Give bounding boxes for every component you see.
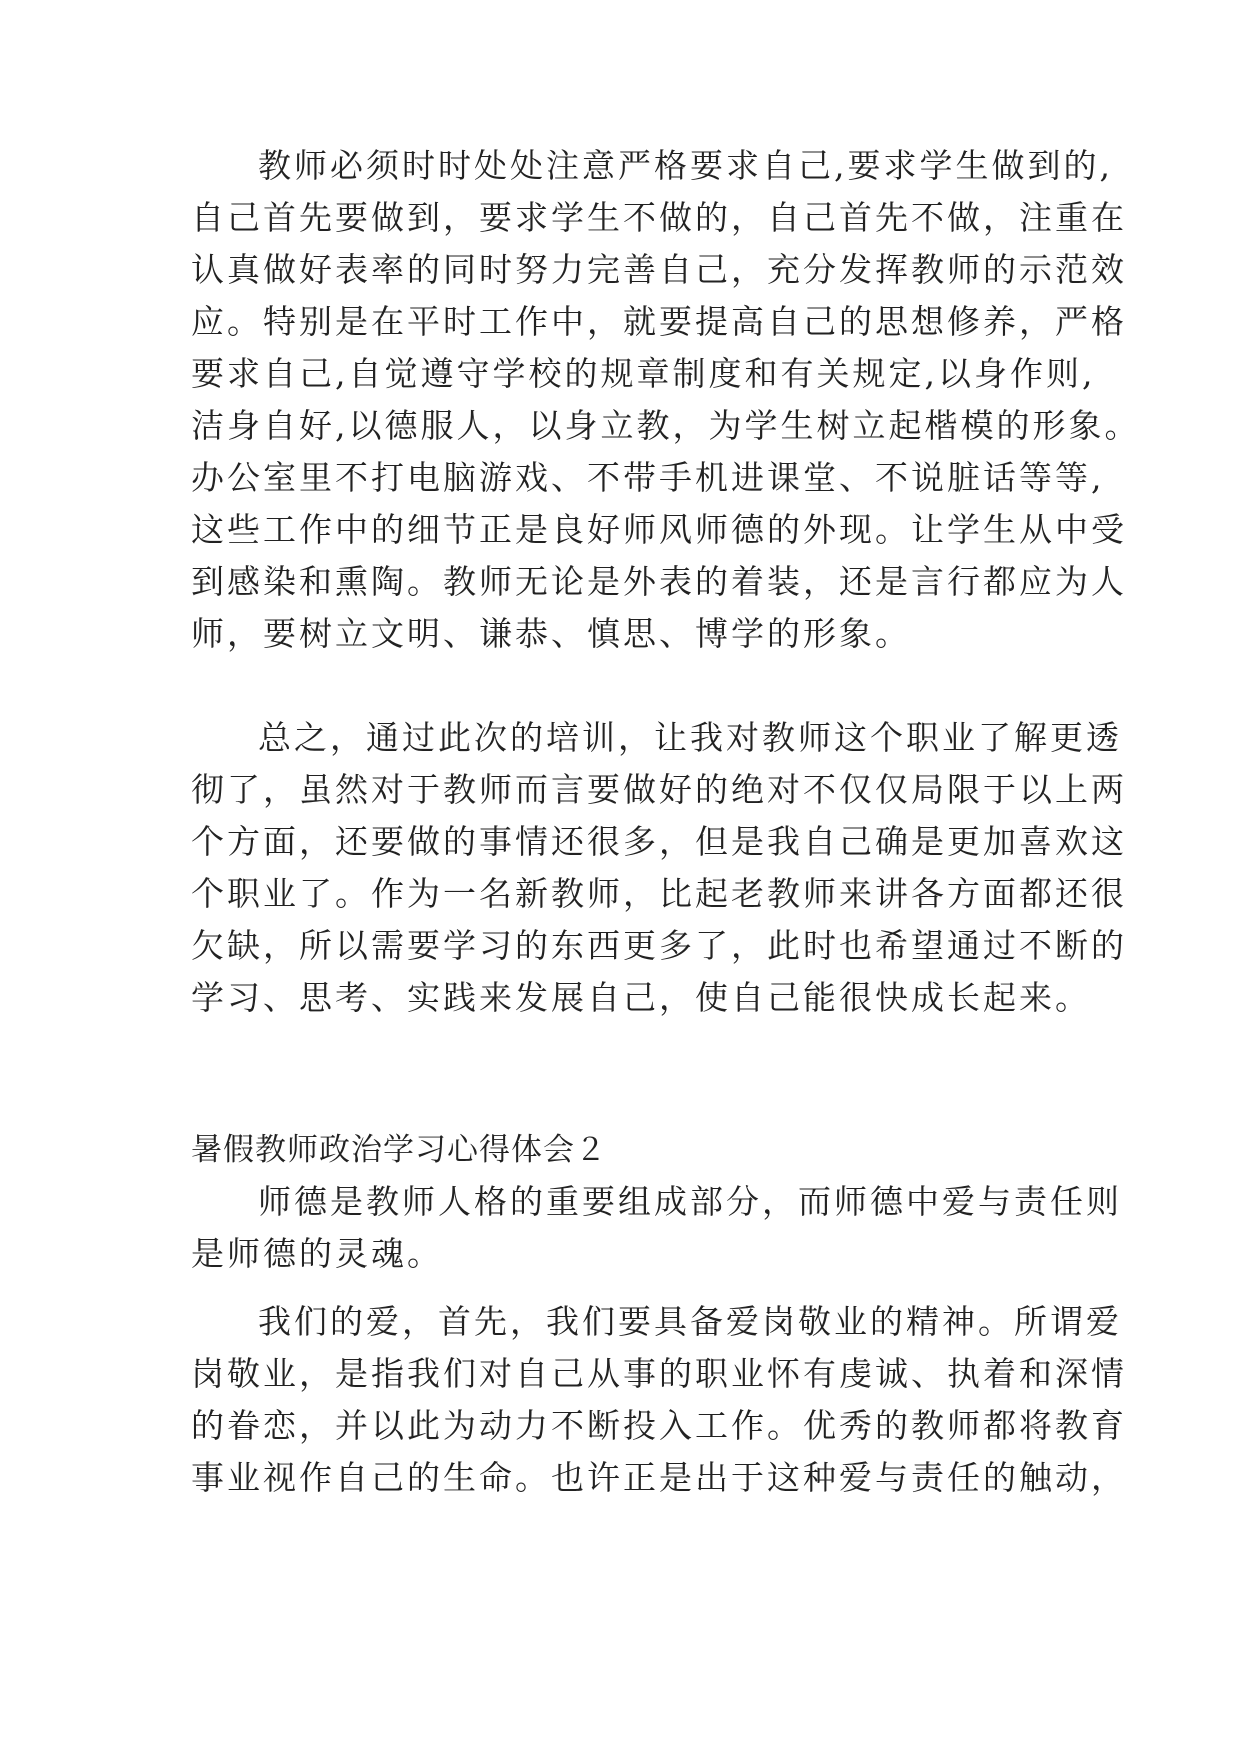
text-line: 事业视作自己的生命。也许正是出于这种爱与责任的触动， xyxy=(191,1458,1127,1497)
text-line: 应。特别是在平时工作中，就要提高自己的思想修养，严格 xyxy=(191,302,1127,341)
text-line: 师德是教师人格的重要组成部分，而师德中爱与责任则 xyxy=(258,1182,1122,1221)
text-line: 教师必须时时处处注意严格要求自己,要求学生做到的, xyxy=(258,146,1113,185)
text-line: 欠缺，所以需要学习的东西更多了，此时也希望通过不断的 xyxy=(191,926,1127,965)
text-line: 个方面，还要做的事情还很多，但是我自己确是更加喜欢这 xyxy=(191,822,1127,861)
text-line: 这些工作中的细节正是良好师风师德的外现。让学生从中受 xyxy=(191,510,1127,549)
text-line: 办公室里不打电脑游戏、不带手机进课堂、不说脏话等等, xyxy=(191,458,1105,497)
text-line: 总之，通过此次的培训，让我对教师这个职业了解更透 xyxy=(258,718,1122,757)
text-line: 彻了，虽然对于教师而言要做好的绝对不仅仅局限于以上两 xyxy=(191,770,1127,809)
text-line: 学习、思考、实践来发展自己，使自己能很快成长起来。 xyxy=(191,978,1091,1017)
text-line: 要求自己,自觉遵守学校的规章制度和有关规定,以身作则, xyxy=(191,354,1096,393)
text-line: 自己首先要做到，要求学生不做的，自己首先不做，注重在 xyxy=(191,198,1127,237)
text-line: 洁身自好,以德服人，以身立教，为学生树立起楷模的形象。 xyxy=(191,406,1141,445)
text-line: 岗敬业，是指我们对自己从事的职业怀有虔诚、执着和深情 xyxy=(191,1354,1127,1393)
text-line: 师，要树立文明、谦恭、慎思、博学的形象。 xyxy=(191,614,911,653)
text-line: 是师德的灵魂。 xyxy=(191,1234,443,1273)
text-line: 认真做好表率的同时努力完善自己，充分发挥教师的示范效 xyxy=(191,250,1127,289)
text-line: 个职业了。作为一名新教师，比起老教师来讲各方面都还很 xyxy=(191,874,1127,913)
section-heading: 暑假教师政治学习心得体会２ xyxy=(191,1132,607,1168)
text-line: 我们的爱，首先，我们要具备爱岗敬业的精神。所谓爱 xyxy=(258,1302,1122,1341)
text-line: 到感染和熏陶。教师无论是外表的着装，还是言行都应为人 xyxy=(191,562,1127,601)
text-line: 的眷恋，并以此为动力不断投入工作。优秀的教师都将教育 xyxy=(191,1406,1127,1445)
